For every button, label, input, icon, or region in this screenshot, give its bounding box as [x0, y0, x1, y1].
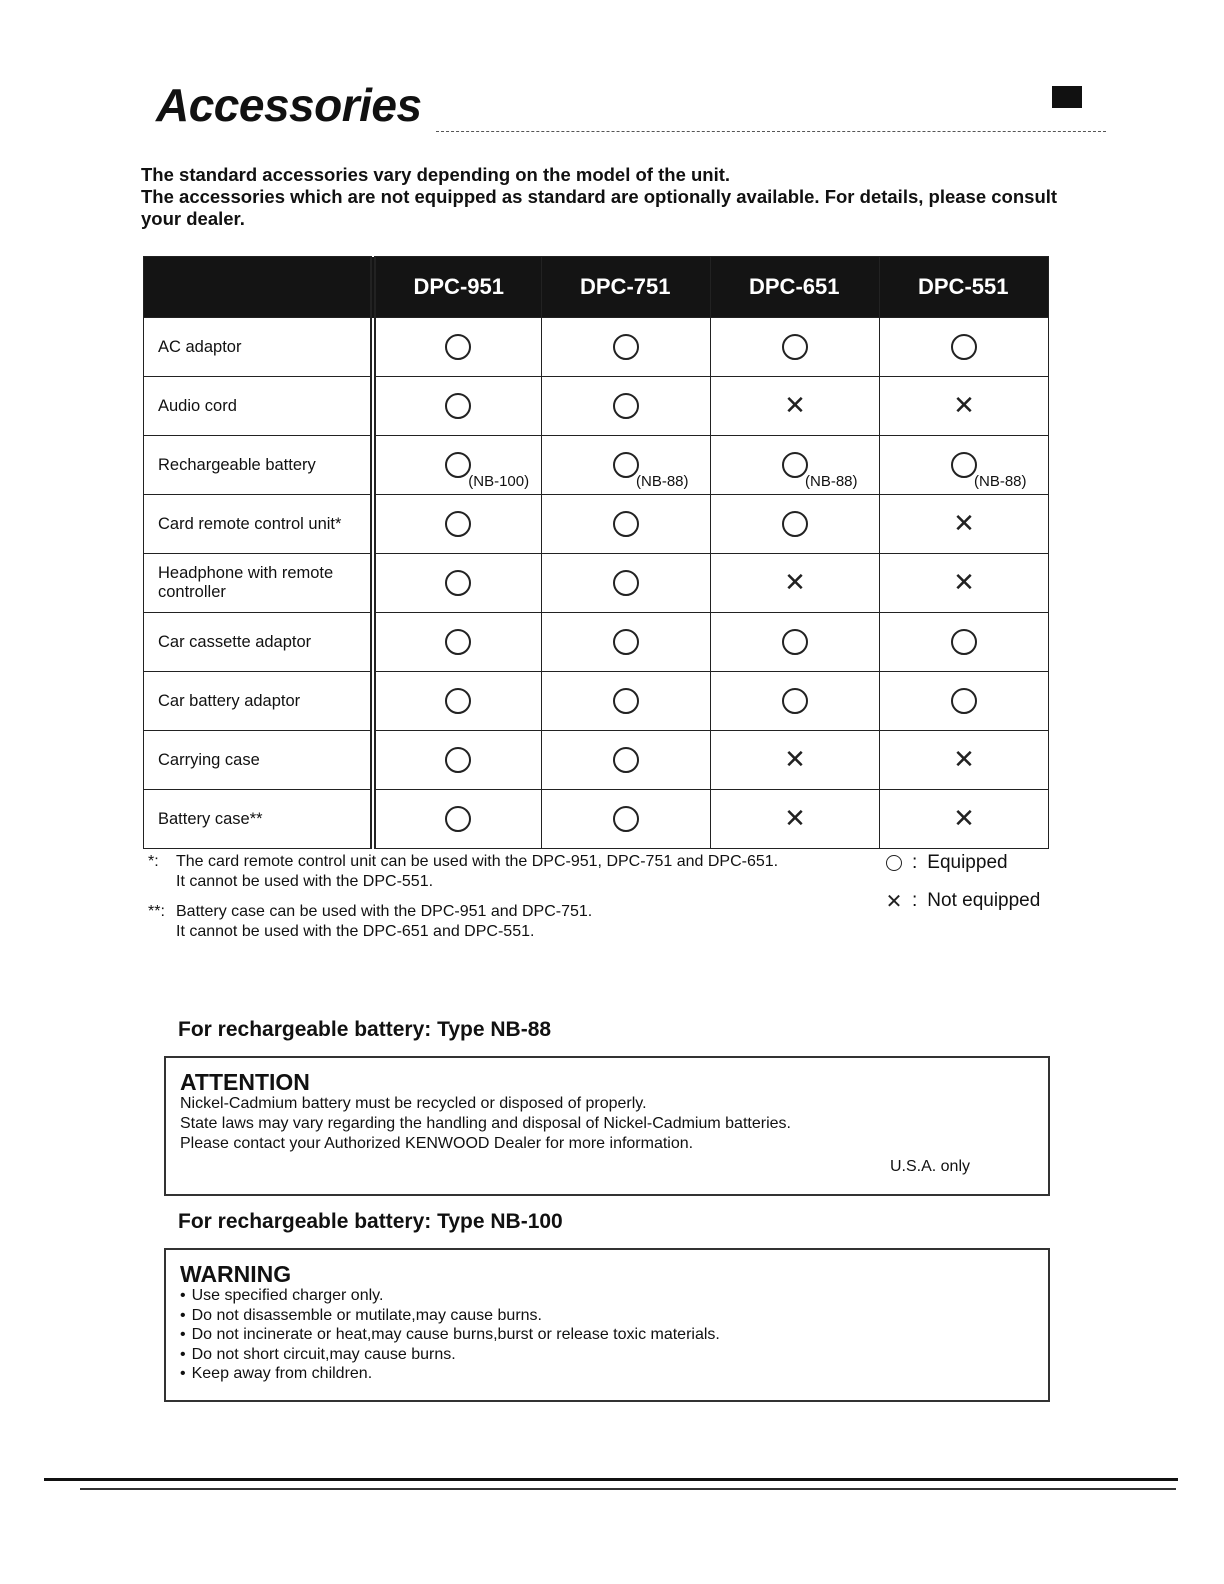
circle-icon	[613, 511, 639, 537]
availability-cell	[373, 495, 542, 554]
battery-model-note: (NB-88)	[805, 473, 858, 490]
availability-cell	[542, 377, 711, 436]
availability-cell	[711, 495, 880, 554]
table-row	[144, 790, 1049, 849]
cross-icon: ✕	[784, 568, 806, 598]
availability-cell	[373, 554, 542, 613]
battery-model-note: (NB-88)	[974, 473, 1027, 490]
accessory-name: Battery case**	[144, 790, 373, 849]
circle-icon	[951, 688, 977, 714]
availability-cell	[880, 318, 1049, 377]
availability-cell	[542, 672, 711, 731]
symbol-legend	[882, 852, 1040, 928]
table-row	[144, 613, 1049, 672]
column-header-dpc-651: DPC-651	[711, 257, 880, 318]
availability-cell	[542, 731, 711, 790]
circle-icon	[782, 629, 808, 655]
legend-equipped-label: Equipped	[927, 852, 1008, 873]
circle-icon	[951, 334, 977, 360]
nb100-heading: For rechargeable battery: Type NB-100	[178, 1210, 563, 1233]
warning-item: • Keep away from children.	[180, 1364, 1032, 1384]
circle-icon	[613, 393, 639, 419]
circle-icon	[613, 334, 639, 360]
table-row	[144, 436, 1049, 495]
attention-line: Please contact your Authorized KENWOOD Dealer for more information.	[180, 1135, 694, 1152]
availability-cell	[373, 731, 542, 790]
availability-cell	[711, 377, 880, 436]
accessory-name: AC adaptor	[144, 318, 373, 377]
availability-cell	[880, 554, 1049, 613]
warning-item: • Do not incinerate or heat,may cause burns,burst or release toxic materials.	[180, 1325, 1032, 1345]
warning-item: • Do not short circuit,may cause burns.	[180, 1345, 1032, 1365]
page-title: Accessories	[156, 79, 422, 131]
availability-cell	[711, 790, 880, 849]
availability-cell	[542, 554, 711, 613]
battery-model-note: (NB-100)	[468, 473, 530, 490]
circle-icon	[782, 511, 808, 537]
availability-cell	[711, 672, 880, 731]
column-header-dpc-951: DPC-951	[373, 257, 542, 318]
availability-cell	[880, 436, 1049, 495]
availability-cell	[373, 377, 542, 436]
legend-separator: :	[912, 890, 918, 911]
availability-cell	[542, 790, 711, 849]
intro-line-2: The accessories which are not equipped as standard are optionally available. For details, please consult your dealer.	[141, 186, 1058, 229]
cross-icon: ✕	[953, 804, 975, 834]
legend-not-equipped-label: Not equipped	[927, 890, 1041, 911]
cross-icon: ✕	[784, 804, 806, 834]
availability-cell	[711, 613, 880, 672]
table-row	[144, 731, 1049, 790]
cross-icon: ✕	[784, 391, 806, 421]
circle-icon	[445, 511, 471, 537]
cross-icon: ✕	[953, 509, 975, 539]
attention-line: State laws may vary regarding the handling and disposal of Nickel-Cadmium batteries.	[180, 1115, 791, 1132]
footnote-single-asterisk	[148, 852, 868, 892]
legend-equipped	[882, 852, 1040, 874]
circle-icon	[445, 806, 471, 832]
footnotes	[148, 852, 868, 952]
circle-icon	[886, 855, 902, 871]
footer-rule-secondary	[80, 1488, 1176, 1490]
footnote-line: The card remote control unit can be used with the DPC-951, DPC-751 and DPC-651.	[176, 853, 779, 870]
warning-list	[180, 1286, 1032, 1384]
region-note: U.S.A. only	[889, 1158, 970, 1175]
circle-icon	[951, 629, 977, 655]
availability-cell	[542, 436, 711, 495]
footnote-line: It cannot be used with the DPC-651 and DPC-551.	[176, 923, 535, 940]
table-body	[144, 318, 1049, 849]
circle-icon	[613, 629, 639, 655]
table-row	[144, 554, 1049, 613]
title-rule	[436, 131, 1106, 132]
circle-icon	[445, 629, 471, 655]
availability-cell	[880, 731, 1049, 790]
footnote-mark: **:	[148, 903, 165, 920]
circle-icon	[613, 570, 639, 596]
cross-icon: ✕	[953, 568, 975, 598]
circle-icon	[613, 806, 639, 832]
attention-line: Nickel-Cadmium battery must be recycled or disposed of properly.	[180, 1095, 647, 1112]
table-row	[144, 318, 1049, 377]
availability-cell	[542, 318, 711, 377]
warning-item: • Do not disassemble or mutilate,may cause burns.	[180, 1306, 1032, 1326]
table-row	[144, 672, 1049, 731]
table-header-row	[144, 257, 1049, 318]
footnote-double-asterisk	[148, 902, 868, 942]
warning-title: WARNING	[180, 1261, 292, 1287]
accessory-name: Headphone with remote controller	[144, 554, 373, 613]
availability-cell	[880, 790, 1049, 849]
intro-line-1: The standard accessories vary depending on the model of the unit.	[141, 164, 731, 185]
accessory-name: Carrying case	[144, 731, 373, 790]
accessory-name: Card remote control unit*	[144, 495, 373, 554]
availability-cell	[711, 436, 880, 495]
circle-icon	[445, 334, 471, 360]
cross-icon: ✕	[953, 745, 975, 775]
accessories-table	[143, 256, 1049, 849]
availability-cell	[711, 554, 880, 613]
accessory-name: Car cassette adaptor	[144, 613, 373, 672]
accessory-name: Audio cord	[144, 377, 373, 436]
availability-cell	[880, 495, 1049, 554]
circle-icon	[613, 688, 639, 714]
attention-title: ATTENTION	[180, 1069, 310, 1095]
footnote-line: Battery case can be used with the DPC-951 and DPC-751.	[176, 903, 593, 920]
circle-icon	[782, 688, 808, 714]
table-row	[144, 495, 1049, 554]
availability-cell	[711, 731, 880, 790]
circle-icon	[445, 747, 471, 773]
availability-cell	[373, 790, 542, 849]
accessory-name: Rechargeable battery	[144, 436, 373, 495]
footnote-mark: *:	[148, 853, 159, 870]
table-row	[144, 377, 1049, 436]
legend-not-equipped	[882, 890, 1040, 912]
availability-cell	[542, 613, 711, 672]
cross-icon: ✕	[784, 745, 806, 775]
availability-cell	[373, 672, 542, 731]
availability-cell	[880, 672, 1049, 731]
accessory-name: Car battery adaptor	[144, 672, 373, 731]
cross-icon: ✕	[885, 889, 903, 913]
circle-icon	[782, 334, 808, 360]
table-corner-cell	[144, 257, 373, 318]
availability-cell	[373, 318, 542, 377]
availability-cell	[880, 377, 1049, 436]
availability-cell	[542, 495, 711, 554]
footer-rule	[44, 1478, 1178, 1481]
footnote-line: It cannot be used with the DPC-551.	[176, 873, 434, 890]
circle-icon	[445, 688, 471, 714]
availability-cell	[711, 318, 880, 377]
column-header-dpc-751: DPC-751	[542, 257, 711, 318]
section-tab-marker	[1052, 86, 1082, 108]
circle-icon	[613, 747, 639, 773]
availability-cell	[880, 613, 1049, 672]
nb88-heading: For rechargeable battery: Type NB-88	[178, 1018, 552, 1041]
availability-cell	[373, 436, 542, 495]
attention-box	[164, 1056, 1050, 1196]
legend-separator: :	[912, 852, 918, 873]
warning-item: • Use specified charger only.	[180, 1286, 1032, 1306]
battery-model-note: (NB-88)	[636, 473, 689, 490]
availability-cell	[373, 613, 542, 672]
intro-text	[141, 164, 1061, 230]
column-header-dpc-551: DPC-551	[880, 257, 1049, 318]
circle-icon	[445, 570, 471, 596]
circle-icon	[445, 393, 471, 419]
cross-icon: ✕	[953, 391, 975, 421]
warning-box	[164, 1248, 1050, 1402]
